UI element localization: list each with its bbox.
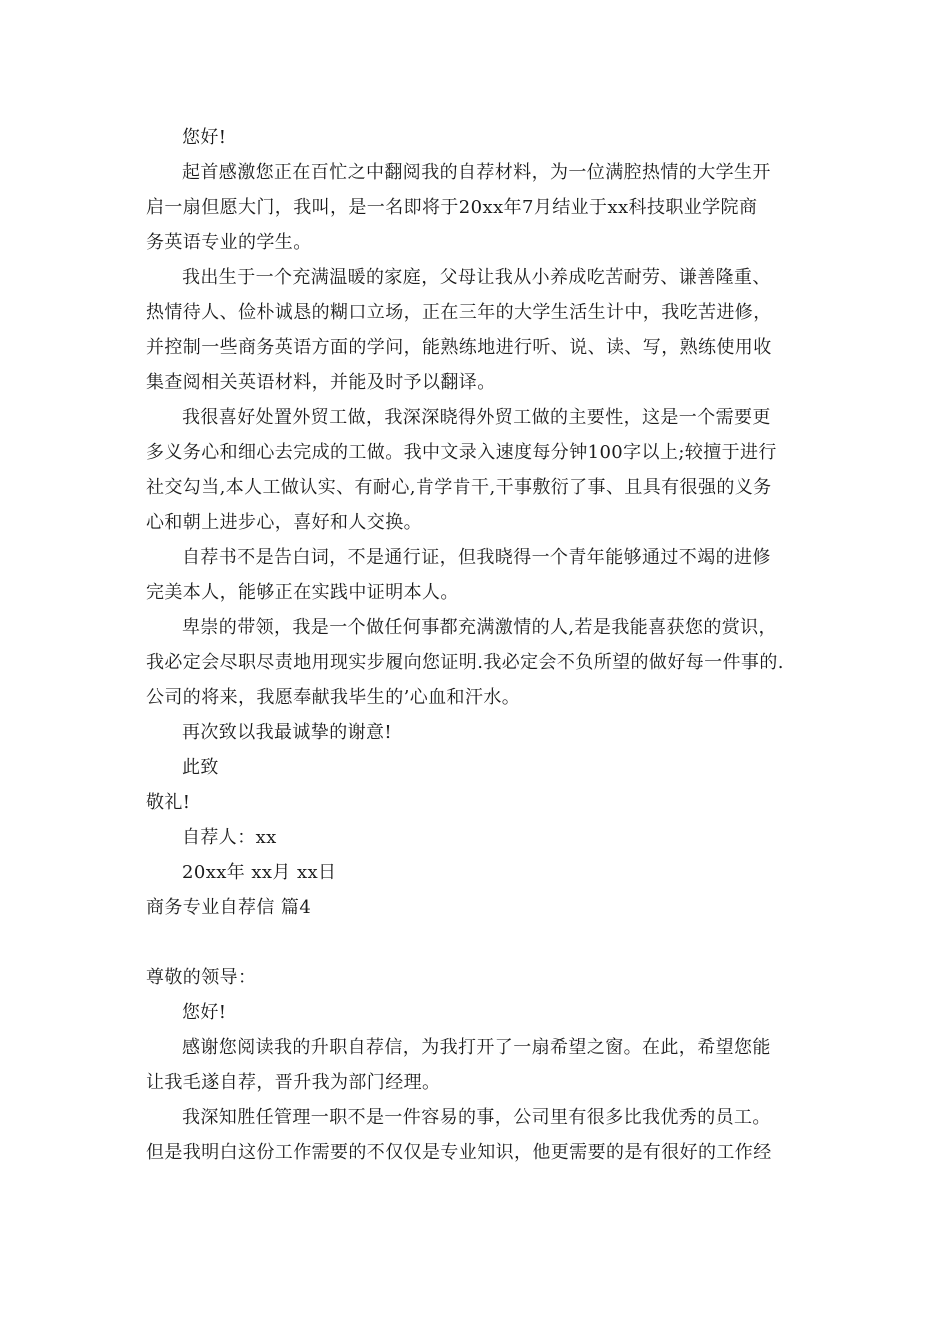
paragraph-4-line-1: 自荐书不是告白词，不是通行证，但我晓得一个青年能够通过不竭的进修 (182, 547, 771, 568)
paragraph-5-line-2: 我必定会尽职尽责地用现实步履向您证明.我必定会不负所望的做好每一件事的. (146, 652, 784, 673)
closing-jing-li: 敬礼! (146, 792, 191, 813)
paragraph-2-line-4: 集查阅相关英语材料，并能及时予以翻译。 (146, 372, 496, 393)
section-title: 商务专业自荐信 篇4 (146, 897, 312, 918)
paragraph-1-line-2: 启一扇但愿大门，我叫，是一名即将于20xx年7月结业于xx科技职业学院商 (146, 197, 758, 218)
paragraph-3-line-4: 心和朝上进步心，喜好和人交换。 (146, 512, 422, 533)
paragraph-1-line-1: 起首感激您正在百忙之中翻阅我的自荐材料，为一位满腔热情的大学生开 (182, 162, 771, 183)
letter2-paragraph-1-line-2: 让我毛遂自荐，晋升我为部门经理。 (146, 1072, 441, 1093)
paragraph-3-line-1: 我很喜好处置外贸工做，我深深晓得外贸工做的主要性，这是一个需要更 (182, 407, 771, 428)
paragraph-2-line-1: 我出生于一个充满温暖的家庭，父母让我从小养成吃苦耐劳、谦善隆重、 (182, 267, 771, 288)
thanks-line: 再次致以我最诚挚的谢意! (182, 722, 393, 743)
letter2-paragraph-1-line-1: 感谢您阅读我的升职自荐信，为我打开了一扇希望之窗。在此，希望您能 (182, 1037, 771, 1058)
salutation: 尊敬的领导： (146, 967, 257, 988)
paragraph-4-line-2: 完美本人，能够正在实践中证明本人。 (146, 582, 459, 603)
paragraph-1-line-3: 务英语专业的学生。 (146, 232, 312, 253)
greeting-2: 您好! (182, 1002, 227, 1023)
paragraph-2-line-2: 热情待人、俭朴诚恳的糊口立场，正在三年的大学生活生计中，我吃苦进修， (146, 302, 772, 323)
paragraph-5-line-1: 卑崇的带领，我是一个做任何事都充满激情的人,若是我能喜获您的赏识， (182, 617, 777, 638)
closing-ci-zhi: 此致 (182, 757, 219, 778)
letter2-paragraph-2-line-1: 我深知胜任管理一职不是一件容易的事，公司里有很多比我优秀的员工。 (182, 1107, 771, 1128)
signer-line: 自荐人：xx (182, 827, 277, 848)
paragraph-2-line-3: 并控制一些商务英语方面的学问，能熟练地进行听、说、读、写，熟练使用收 (146, 337, 772, 358)
letter2-paragraph-2-line-2: 但是我明白这份工作需要的不仅仅是专业知识，他更需要的是有很好的工作经 (146, 1142, 772, 1163)
paragraph-5-line-3: 公司的将来，我愿奉献我毕生的’心血和汗水。 (146, 687, 521, 708)
paragraph-3-line-2: 多义务心和细心去完成的工做。我中文录入速度每分钟100字以上;较擅于进行 (146, 442, 777, 463)
greeting: 您好! (182, 127, 227, 148)
date-line: 20xx年 xx月 xx日 (182, 862, 337, 883)
paragraph-3-line-3: 社交勾当,本人工做认实、有耐心,肯学肯干,干事敷衍了事、且具有很强的义务 (146, 477, 772, 498)
